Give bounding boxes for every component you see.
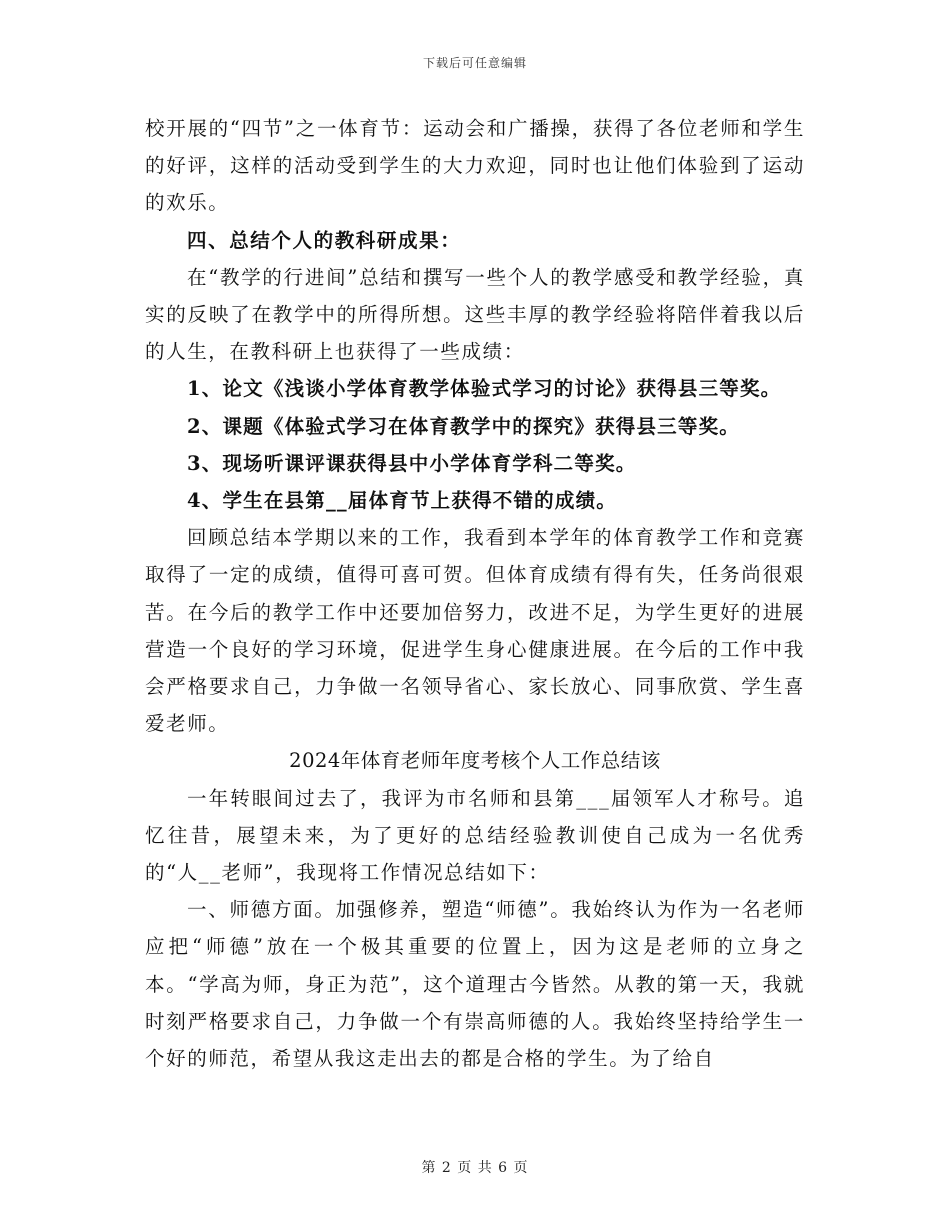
achievement-item: 4、学生在县第__届体育节上获得不错的成绩。 [187, 489, 617, 513]
paragraph-year-intro: 一年转眼间过去了，我评为市名师和县第___届领军人才称号。追忆往昔，展望未来，为了更好的总结经验教训使自己成为一名优秀的“人__老师”，我现将工作情况总结如下： [145, 786, 805, 885]
achievement-item: 3、现场听课评课获得县中小学体育学科二等奖。 [187, 451, 637, 475]
section-heading-research: 四、总结个人的教科研成果： [187, 228, 462, 252]
achievement-item: 2、课题《体验式学习在体育教学中的探究》获得县三等奖。 [187, 414, 740, 438]
page-number: 第 2 页 共 6 页 [421, 1160, 529, 1176]
page-header: 下载后可任意编辑 [422, 56, 527, 70]
paragraph-teacher-ethics: 一、师德方面。加强修养，塑造“师德”。我始终认为作为一名老师应把“师德”放在一个极其重要的位置上，因为这是老师的立身之本。“学高为师，身正为范”，这个道理古今皆然。从教的第一天，我就时刻严格要求自己，力争做一个有崇高师德的人。我始终坚持给学生一个好的师范，希望从我这走出去的都是合格的学生。为了给自 [145, 898, 805, 1071]
achievement-item: 1、论文《浅谈小学体育教学体验式学习的讨论》获得县三等奖。 [187, 377, 782, 401]
paragraph-review: 回顾总结本学期以来的工作，我看到本学年的体育教学工作和竞赛取得了一定的成绩，值得可喜可贺。但体育成绩有得有失，任务尚很艰苦。在今后的教学工作中还要加倍努力，改进不足，为学生更好的进展营造一个良好的学习环境，促进学生身心健康进展。在今后的工作中我会严格要求自己，力争做一名领导省心、家长放心、同事欣赏、学生喜爱老师。 [145, 526, 805, 736]
paragraph-sports-festival: 校开展的“四节”之一体育节：运动会和广播操，获得了各位老师和学生的好评，这样的活动受到学生的大力欢迎，同时也让他们体验到了运动的欢乐。 [145, 117, 805, 215]
document-body [145, 110, 805, 1077]
document-title: 2024年体育老师年度考核个人工作总结该 [289, 749, 661, 773]
paragraph-research-intro: 在“教学的行进间”总结和撰写一些个人的教学感受和教学经验，真实的反映了在教学中的所得所想。这些丰厚的教学经验将陪伴着我以后的人生，在教科研上也获得了一些成绩： [145, 265, 805, 364]
